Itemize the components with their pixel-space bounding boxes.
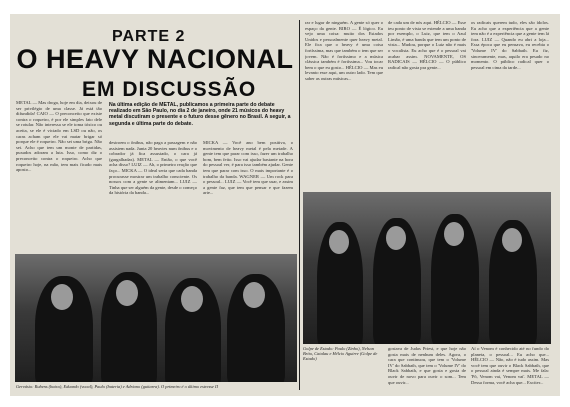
column-text: METAL — Mas droga, hoje em dia, deixou de ser privilégio de uma classe. Já está tão difundida! CAIO — O preconceito que existe contra o roqueiro, é por ele simples fato dele se rotular. Não interessa se ele toma tóxico ou aceita, se ele é viciado em LSD ou não, os caras acham que ele vai matar brigar só porque ele é roqueiro. Não sei uma briga. Não sei. Acho que tem um monte de partidas, puxados adoram a luta. Isso, como diz o preconceito contra o roqueiro. Acho que roqueiro hoje, na mão, tem mais ficado mais aposto... [16,100,102,173]
column-text: Aí o Venom é conhecido até no fundo do planeta, o pessoal... Eu acho que... HÉLCIO — Não, não é tudo assim. Mas você tem que ouvir o Black Sabbath, que o pessoal ainda é sempre mais. Me fala: 'Pô, Venom vai, Venom vai'. METAL — Dessa forma, você acha que... Exciter... [471,346,549,385]
photo-caption-right: Golpe de Estado: Paulo (Zinho), Nelson Brito, Catalau e Hélcio Aguirre (Golpe de Estado) [303,346,378,361]
intro-paragraph: Na última edição de METAL, publicamos a primeira parte do debate realizado em São Paulo, no dia 2 de janeiro, onde 21 músicos do heavy metal discutiram o presente e o futuro desse gênero no Brasil. A seguir, a segunda e última parte do debate. [109,102,291,127]
part-label: PARTE 2 [112,28,186,45]
text-column-9 [388,346,466,392]
text-column-1 [16,100,102,250]
band-photo-right [303,192,551,344]
column-text: rar e lugar de ninguém. A gente só quer o espaço da gente. BIRO — É lógico. Eu vejo uma coisa: muito dos Estados Unidos e pessoalmente quer heavy metal. Ele fica que o heavy é uma coisa fortíssima, mas que também o tem que ser jovem. Não é fortíssimo e a música clássica também é fortíssima... Vou tocar bem o que eu gosto... HÉLCIO — Mas eu levanto esse aqui, um outro lado. Tem que saber as outras músicas... [305,20,383,81]
headline: O HEAVY NACIONAL [16,44,294,74]
subheadline: EM DISCUSSÃO [82,78,257,101]
column-text: de cada um de nós aqui. HÉLCIO — Esse teu ponto de vista se estende a uma banda por exemplo, o Luiz, que tem o Azul Limão, é uma banda que tem um ponto de vista... Mudou, porque o Luiz não é mais o vocalista. Eu acho que é o pessoal vai acabar assim. NOVAMENTE, OS RADICAIS — HÉLCIO — O público radical não gosta pra gente... [388,20,466,70]
band-photo-left [15,254,297,382]
text-column-7 [471,20,549,190]
column-text: os radicais querem tudo, eles são ídolos. Eu acho que a experiência que a gente tem não é a experiência que a gente tem lá fora. LUIZ — Quando eu abri a loja... Essa época que eu pensava, eu recebia o 'Volume IV' do Sabbath. Eu fiz, sinceramente, mas, aquilo era pesado no momento. O público radical quer o pessoal em cima da tarde... [471,20,549,70]
text-column-3 [203,140,293,252]
photo-caption-left: Gervásio: Rubens (baixo), Eduardo (vocal), Paulo (bateria) e Adriano (guitarra). O primeiro é o último estresse II [16,384,218,389]
text-column-6 [388,20,466,190]
column-text: destroem o ônibus, não paga a passagem e não assistem nada. Junta 20 heavies num ônibus e o cobrador já fica assustado, o cara já (gargalhadas). METAL — Então, o que você acha disso? LUIZ — Ah, o primeiro reação que faço... MICKA — O ideal seria que cada banda procurasse mostrar um trabalho consciente. Os nossos com a gente se alimentam... LUIZ — Tinha que ser alguém da gente, desde o começo da história da banda... [109,140,197,196]
text-column-10 [471,346,549,392]
column-text: gostava de Judas Priest, e que hoje não gosta mais de nenhum deles. Agora, o cara que continuou, que tem o 'Volume IV' do Sabbath, que tem o 'Volume IV' do Black Sabbath, e que gosta e gosta de ouvir de novo para ouvir o som... Tem que ouvir... [388,346,466,385]
column-divider [299,20,300,390]
text-column-2 [109,140,197,252]
column-text: MICKA — Você ano bem positiva, o movimento de heavy metal é pela metade. A gente tem que parar com isso, fazer um trabalho bom, bem feito. Isso vai ajudar bastante na hora do pessoal ver, é para isso também ajudar. Gente tem que parar com isso. O mais importante é o trabalho da banda. WAGNER — Um rock para o pessoal... LUIZ — Você tem que usar, e assim a gente faz, que tem que pensar e que fazem arte... [203,140,293,196]
magazine-page [10,14,560,396]
